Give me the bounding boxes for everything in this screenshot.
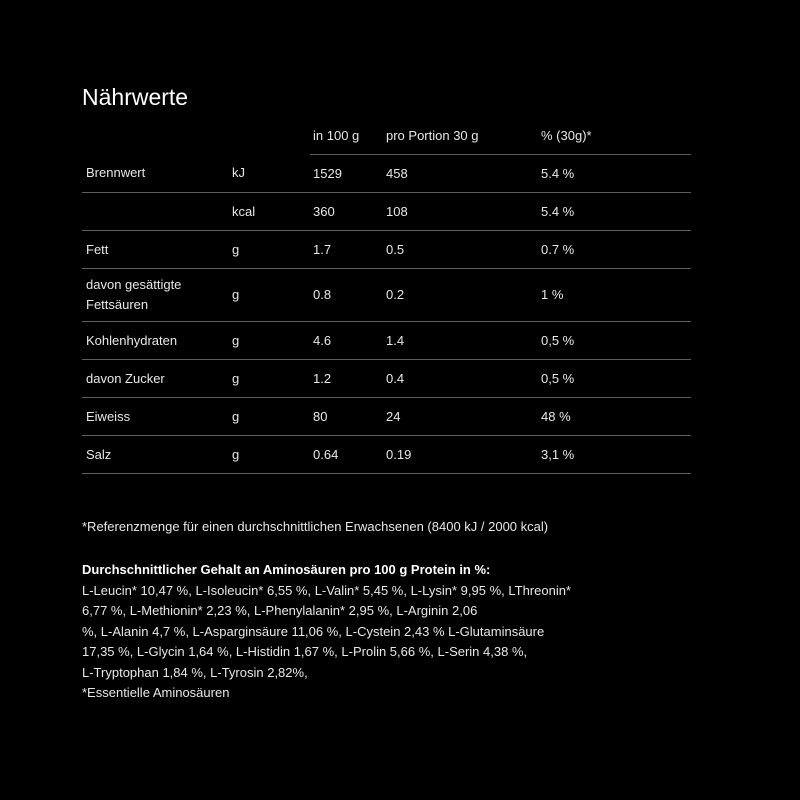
row-unit: g (229, 436, 310, 474)
header-unit (229, 117, 310, 155)
amino-acid-line: 6,77 %, L-Methionin* 2,23 %, L-Phenylalanin* 2,95 %, L-Arginin 2,06 (82, 603, 478, 618)
row-portion: 0.4 (383, 360, 538, 398)
table-row (82, 155, 691, 193)
row-per100: 1.7 (310, 231, 383, 269)
row-label (82, 269, 229, 322)
row-unit: kcal (229, 193, 310, 231)
row-per100: 1529 (310, 155, 383, 193)
row-percent: 1 % (538, 269, 691, 322)
header-percent: % (30g)* (538, 117, 691, 155)
nutrition-table (82, 117, 691, 474)
row-per100: 4.6 (310, 322, 383, 360)
row-unit: g (229, 231, 310, 269)
row-label: Eiweiss (82, 398, 229, 436)
row-portion: 24 (383, 398, 538, 436)
reference-footnote: *Referenzmenge für einen durchschnittlichen Erwachsenen (8400 kJ / 2000 kcal) (82, 519, 549, 534)
header-row (82, 117, 691, 155)
row-portion: 0.19 (383, 436, 538, 474)
row-percent: 48 % (538, 398, 691, 436)
amino-acid-line: %, L-Alanin 4,7 %, L-Asparginsäure 11,06 %, L-Cystein 2,43 % L-Glutaminsäure (82, 623, 545, 639)
table-header (82, 117, 691, 155)
amino-acid-heading: Durchschnittlicher Gehalt an Aminosäuren pro 100 g Protein in %: (82, 562, 491, 577)
row-unit: g (229, 398, 310, 436)
row-per100: 360 (310, 193, 383, 231)
row-unit: g (229, 360, 310, 398)
row-unit: g (229, 322, 310, 360)
amino-acid-line: L-Leucin* 10,47 %, L-Isoleucin* 6,55 %, L-Valin* 5,45 %, L-Lysin* 9,95 %, LThreonin* (82, 582, 571, 598)
row-percent: 5.4 % (538, 193, 691, 231)
table-row (82, 231, 691, 269)
header-portion: pro Portion 30 g (383, 117, 538, 155)
row-portion: 0.2 (383, 269, 538, 322)
amino-acid-line: 17,35 %, L-Glycin 1,64 %, L-Histidin 1,67 %, L-Prolin 5,66 %, L-Serin 4,38 %, (82, 644, 528, 659)
row-label-line: Fettsäuren (86, 297, 149, 312)
table-row (82, 436, 691, 474)
row-percent: 5.4 % (538, 155, 691, 193)
table-row (82, 193, 691, 231)
table-row (82, 360, 691, 398)
row-label: Salz (82, 436, 229, 474)
row-label-line: davon gesättigte (86, 277, 182, 292)
row-portion: 458 (383, 155, 538, 193)
row-unit: kJ (229, 155, 310, 193)
table-body (82, 155, 691, 474)
page-title: Nährwerte (82, 84, 189, 110)
row-percent: 0,5 % (538, 360, 691, 398)
table-row (82, 269, 691, 322)
row-percent: 3,1 % (538, 436, 691, 474)
row-label: Brennwert (82, 155, 229, 193)
row-portion: 0.5 (383, 231, 538, 269)
nutrition-table-container (82, 117, 691, 474)
row-label: Kohlenhydraten (82, 322, 229, 360)
row-per100: 0.64 (310, 436, 383, 474)
row-label: davon Zucker (82, 360, 229, 398)
row-unit: g (229, 269, 310, 322)
table-row (82, 398, 691, 436)
row-percent: 0,5 % (538, 322, 691, 360)
table-row (82, 322, 691, 360)
row-percent: 0.7 % (538, 231, 691, 269)
header-per100: in 100 g (310, 117, 383, 155)
row-per100: 0.8 (310, 269, 383, 322)
amino-acid-line: L-Tryptophan 1,84 %, L-Tyrosin 2,82%, (82, 664, 308, 680)
header-label (82, 117, 229, 155)
row-label (82, 193, 229, 231)
row-portion: 108 (383, 193, 538, 231)
amino-acid-section (82, 560, 582, 704)
row-per100: 1.2 (310, 360, 383, 398)
row-portion: 1.4 (383, 322, 538, 360)
row-per100: 80 (310, 398, 383, 436)
essential-amino-note: *Essentielle Aminosäuren (82, 685, 230, 700)
row-label: Fett (82, 231, 229, 269)
